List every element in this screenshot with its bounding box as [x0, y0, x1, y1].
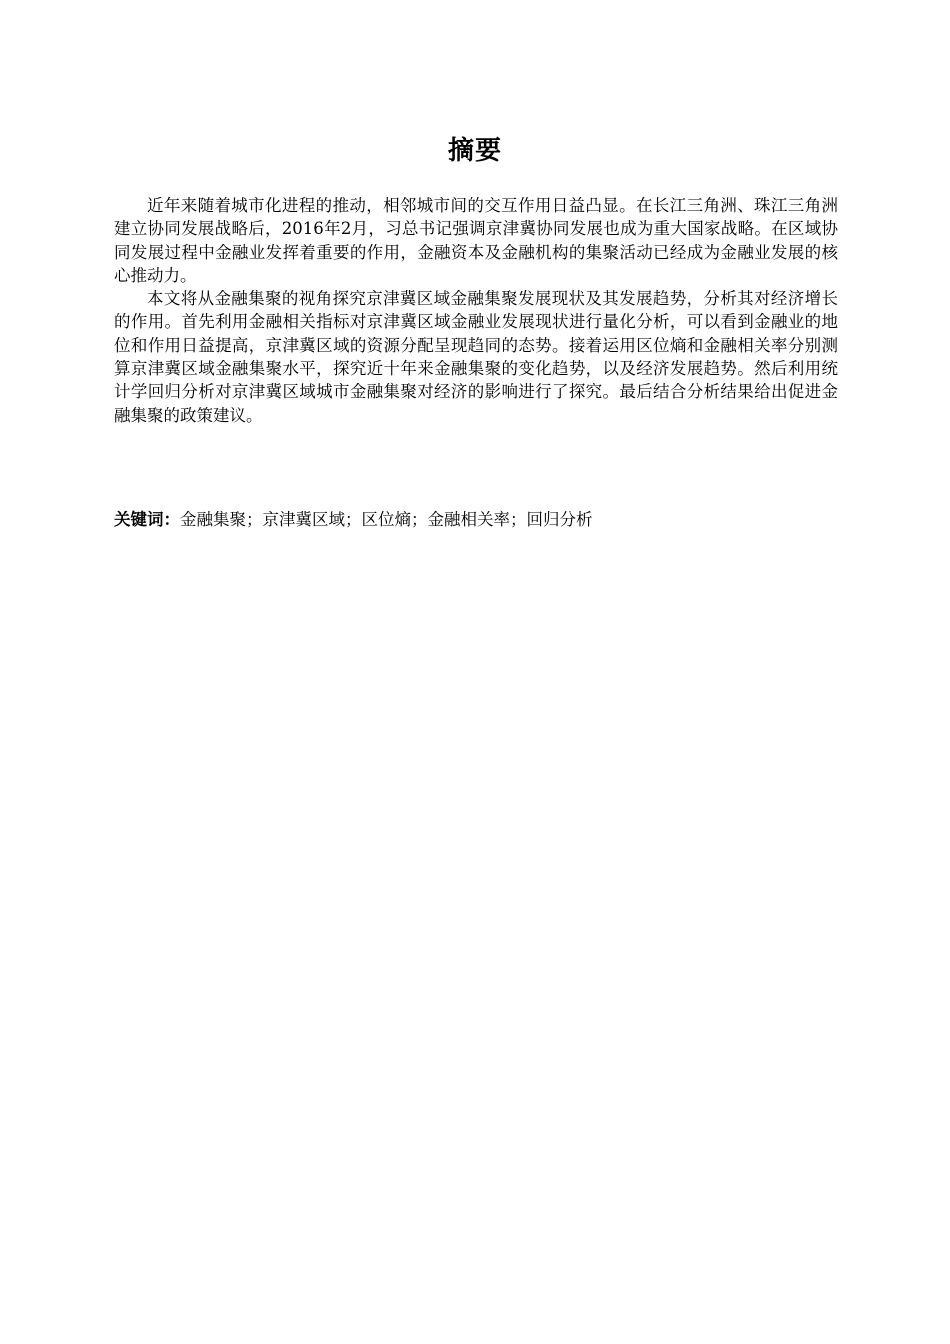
- abstract-paragraph-2: 本文将从金融集聚的视角探究京津冀区域金融集聚发展现状及其发展趋势，分析其对经济增长的作用。首先利用金融相关指标对京津冀区域金融业发展现状进行量化分析，可以看到金融业的地位和作用日益提高，京津冀区域的资源分配呈现趋同的态势。接着运用区位熵和金融相关率分别测算京津冀区域金融集聚水平，探究近十年来金融集聚的变化趋势，以及经济发展趋势。然后利用统计学回归分析对京津冀区域城市金融集聚对经济的影响进行了探究。最后结合分析结果给出促进金融集聚的政策建议。: [114, 289, 838, 425]
- abstract-title: 摘要: [447, 136, 502, 166]
- keywords-label: 关键词：: [114, 510, 180, 529]
- keywords-line: [114, 508, 838, 532]
- abstract-paragraph-1: 近年来随着城市化进程的推动，相邻城市间的交互作用日益凸显。在长江三角洲、珠江三角洲建立协同发展战略后，2016年2月，习总书记强调京津冀协同发展也成为重大国家战略。在区域协同发展过程中金融业发挥着重要的作用，金融资本及金融机构的集聚活动已经成为金融业发展的核心推动力。: [114, 196, 838, 285]
- keywords-text: 金融集聚；京津冀区域；区位熵；金融相关率；回归分析: [180, 510, 593, 529]
- abstract-body: [114, 194, 838, 427]
